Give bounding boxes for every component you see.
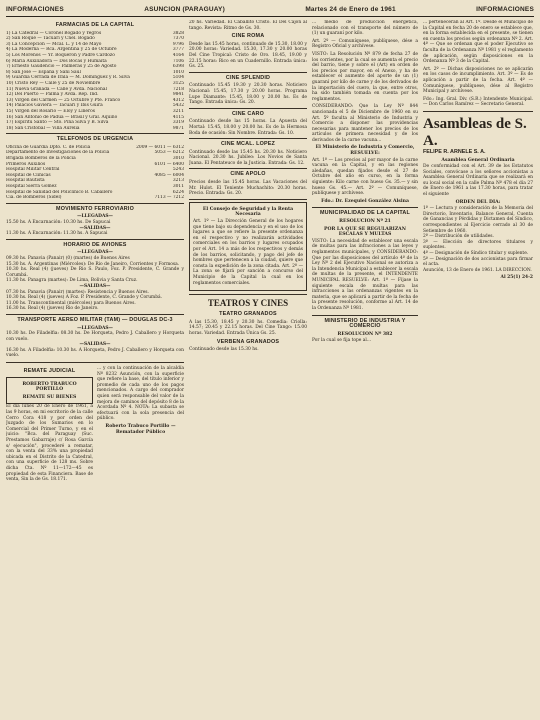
- phone-row-number: 6224: [172, 189, 184, 195]
- divider: [6, 133, 184, 134]
- col3-considerando: CONSIDERANDO: Que la Ley Nº 844 sancionada el 5 de Diciembre de 1960 en su Art. 5º faculta al Ministerio de Industria y Comercio a disponer las providencias necesarias para mantener los precios de los artículos de primera necesidad y de los derivados de la carne vacuna...: [312, 104, 418, 143]
- cine-lopez-body: Continuado desde las 15.45 hs. 20.30 hs. Noticiero Nacional. 20.30 hs. Jubileo: Los Novios de Santa Juana. El Pentateuco de la Justicia. Entrada: Gs. 12.: [189, 149, 307, 166]
- column-3: [312, 20, 418, 712]
- cine-splendid-title: CINE SPLENDID: [225, 74, 271, 81]
- pharmacy-row-name: 17) Espíritu Santo — Sto. Pina Silva y B. Silva: [6, 120, 109, 126]
- header-date: Martes 24 de Enero de 1961: [305, 5, 396, 13]
- phone-row-number: 3010: [172, 156, 184, 162]
- divider: [189, 72, 307, 73]
- flight-line: 11.00 hs. Transcontinental (miércoles) para Buenos Aires.: [6, 300, 136, 306]
- muni-title: MUNICIPALIDAD DE LA CAPITAL: [319, 210, 411, 217]
- tam-line: 10.30 hs. De Filadelfia: 08.30 hs. De Horqueta, Pedro J. Caballero y Horqueta con vuelo.: [6, 331, 184, 342]
- phone-row-name: Hospital Bautista: [6, 178, 45, 184]
- cine-caro-title: CINE CARO: [231, 110, 265, 117]
- order-item: 4º — Designación de Síndico titular y suplente.: [423, 251, 529, 256]
- divider: [423, 111, 533, 112]
- col3-dated: Art. 2º — Comuníquese, publíquese, dése a Registro Oficial y archívese.: [312, 38, 418, 50]
- phone-row: [6, 195, 184, 201]
- advert-ref: Al 25(1) 24-2: [500, 275, 533, 281]
- pharmacy-row-name: 16) San Antonio de Padua — Brasil y Gral. Aquino: [6, 114, 118, 120]
- pharmacy-row-number: 5104: [172, 75, 184, 81]
- auction-sub: REMATE SU BIENES: [22, 394, 77, 400]
- divider: [189, 199, 307, 200]
- pharmacy-row-name: 15) Virgen del Rosario — Eloy y Liñeros: [6, 108, 96, 114]
- pharmacy-row-name: 10) Cristo Rey — Calle y 25 de Noviembre: [6, 80, 101, 86]
- advert-body: De conformidad con el Art. 39 de los Estatutos Sociales, convócase a los señores accionistas a Asamblea General Ordinaria que se realizará en su local social en la calle Palma Nº 478 el día 27 de Enero de 1961 a las 17.30 horas, para tratar el siguiente: [423, 164, 533, 198]
- order-item: 5º — Designación de dos accionistas para firmar el acta.: [423, 256, 533, 268]
- phone-row-name: Cía. de Bomberos (Sidel): [6, 195, 62, 201]
- pharmacy-row-number: 3125: [172, 80, 184, 86]
- cinema-intro: 20 hs. Variedad. El Caballito Cristo. El Del Cajón al tango. Revista: Ritmo de Gs. 30.: [189, 20, 307, 31]
- article-body: Art. 1º — La Dirección General de los hogares que tiene bajo su dependencia y en el uso de los lugares a que se refiere la presente ordenanza en el respectivo y no realizarán actividades comerciales en los barrios y lugares ocupados por el Art. 14 a más de los respectivos y demás de los barrios, solicitando, y pago del jefe de hombres que pertenecen a la ciudad, quiere que consta la expedición de la zona citada. Art. 2º — La zona se fijará por sanción a concurso del Municipio de la Capital la cual en los reglamentos comerciales.: [193, 219, 303, 286]
- pharmacy-row-number: 7370: [172, 36, 184, 42]
- rail-line: 11.30 hs. A Encarnación: 11.30 hs. A Sapucai: [6, 231, 108, 237]
- col3-top: ... medio de producción energética, relacionado con el transporte del número de (1) un guaraní por kilo.: [312, 20, 418, 37]
- pharmacy-row-name: 7) Ernesto Gaudencio — Palmeras y 25 de Agosto: [6, 64, 117, 70]
- col4-top: ... pertenecerán al Art. 1º. Desde el Municipio de la Capital en fecha 20 de enero se establece que, en la forma establecida en el presente, se tienen en cuenta los precios según ordenanza Nº 2. Art. 4º — Que se ordenan que el poder Ejecutivo se faculta de la Ordenanza Nº 1981 y el reglamento de aplicación, según disposiciones en la Ordenanza Nº 3 de la Capital.: [423, 20, 533, 65]
- flight-line: 10.30 hs. Real (4) (jueves) De Rio S. Paulo, Foz. P. Presidente, C. Grande y Corumbá.: [6, 267, 184, 278]
- pharmacy-row-number: 9841: [172, 92, 184, 98]
- column-4: [423, 20, 533, 712]
- phone-row-name: Hospital Sierra Gómez: [6, 184, 57, 190]
- phone-row-name: Brigada Bomberos de la Policía: [6, 156, 76, 162]
- tam-line: 16.30 hs. A Filadelfia: 10.30 hs. A Horqueta, Pedro J. Caballero y Horqueta con vuelo.: [6, 347, 184, 359]
- phone-row-number: 7113 — 7212: [154, 195, 184, 201]
- cine-roma-body: Desde las 15.45 horas, continuado de 15.30, 18.00 y 20.00 horas: Variedad. 15.30, 17.30 y 20.00 horas Del Cine Tropical: Cristo de Oro. 18.45, 19.00 y 22.15 horas: Rico en un Cuadernillo. Entrada única: Gs. 25.: [189, 41, 307, 70]
- phone-row-number: 5243: [172, 167, 184, 173]
- divider: [6, 362, 184, 363]
- divider: [189, 108, 307, 109]
- order-title: ORDEN DEL DIA:: [455, 199, 501, 205]
- pharmacy-row-name: 2) San Roque — Tacuari y Cnel. Bogado: [6, 36, 95, 42]
- col4-signature: Fdo.: Ing. Gral. Div. (S.R.) Intendente Municipal. — Don Carlos Ramírez — Secretario General.: [423, 96, 533, 108]
- pharmacy-row-number: 9871: [172, 125, 184, 131]
- muni-head: POR LA QUE SE REGULARIZAN ESCALAS Y MULTAS: [324, 226, 406, 238]
- pharmacy-row-name: 3) La Concepción — Mcal. L. y 14 de Mayo: [6, 41, 102, 47]
- mic-title: MINISTERIO DE INDUSTRIA Y COMERCIO: [324, 317, 406, 330]
- phone-row-name: Hospital Militar Central: [6, 167, 60, 173]
- header-center: ASUNCION (PARAGUAY): [144, 5, 225, 13]
- pharmacy-row-number: 5432: [172, 103, 184, 109]
- pharmacy-row-number: 4312: [172, 97, 184, 103]
- pharmacy-row-name: 11) Nueva Granada — Calle y Avda. Nacional: [6, 86, 107, 92]
- running-header: [6, 4, 534, 17]
- divider: [189, 138, 307, 139]
- pharmacy-row-number: 3211: [172, 108, 184, 114]
- header-left: INFORMACIONES: [6, 5, 64, 13]
- col3-resolve-title: El Ministerio de Industria y Comercio, RESUELVE:: [315, 145, 415, 157]
- flight-line: 10.30 hs. Real (4) (jueves) A Foz. P. Presidente, C. Grande y Corumbá.: [6, 295, 163, 301]
- pharmacy-row-name: 1) La Catedral — Coronel Bogado y Yegros: [6, 30, 102, 36]
- order-list: [423, 206, 533, 268]
- phone-row-number: 3011: [172, 184, 184, 190]
- phones-title: TELEFONOS DE URGENCIA: [56, 136, 134, 143]
- rail-title: MOVIMIENTO FERROVIARIO: [56, 205, 134, 212]
- mic-body: Por la cual se fija tope al...: [312, 338, 372, 344]
- pharmacy-row: [6, 126, 184, 132]
- col4-middle: Art. 2º — Dichas disposiciones no se aplicarán en los casos de incumplimiento. Art. 3º — Es de aplicación a partir de la fecha. Art. 4º — Comuníquese, publíquese, dése al Registro Municipal y archívese.: [423, 66, 533, 95]
- pharmacy-row-name: 13) Virgen del Carmen — 25 Octubre y Pte. Franco: [6, 97, 121, 103]
- article-title: El Consejo de Seguridad y la Renta Necesaria: [202, 206, 294, 218]
- divider: [6, 314, 184, 315]
- tam-line: —SALIDAS—: [79, 342, 111, 348]
- cine-lopez-title: CINE MCAL. LOPEZ: [220, 141, 276, 148]
- order-item: 3º — Elección de directores titulares y suplentes.: [423, 239, 533, 251]
- verbena-title: VERBENA GRANADOS: [216, 338, 280, 345]
- air-title: HORARIO DE AVIONES: [63, 241, 127, 248]
- divider: [189, 168, 307, 169]
- phone-row-number: 2009 — 6011 — 6312: [136, 144, 184, 150]
- muni-sub: RESOLUCION Nº 21: [339, 219, 391, 224]
- divider: [6, 203, 184, 204]
- divider: [312, 207, 418, 208]
- pharmacy-row-name: 6) Maria Auxiliadora — Dos Bocas y Humaitá: [6, 58, 107, 64]
- pharmacy-row-number: 4164: [172, 52, 184, 58]
- theatre-granados-title: TEATRO GRANADOS: [219, 311, 277, 318]
- advert-closing: Asunción, 13 de Enero de 1961. LA DIRECCION.: [423, 267, 532, 273]
- pharmacy-row-number: 3828: [172, 30, 184, 36]
- col3-signature: Fdo.: Dr. Ezequiel González Alsina: [321, 198, 409, 204]
- advert-subtitle: Asamblea General Ordinaria: [441, 157, 515, 163]
- rail-line: 15.50 hs. A Encarnación: 10.30 hs. De Sapucai: [6, 220, 111, 225]
- rail-list: [6, 214, 184, 236]
- verbena-body: Continuado desde las 15.30 hs.: [189, 347, 259, 353]
- flight-line: —LLEGADAS—: [77, 250, 113, 256]
- header-right: INFORMACIONES: [476, 5, 534, 13]
- pharmacy-row-number: 3319: [172, 120, 184, 126]
- pharmacy-row-number: 3777: [172, 47, 184, 53]
- advert-company: FELIPE R. ARNELE S. A.: [423, 148, 486, 155]
- pharmacy-row-name: 8) San José — España y Sani Saul: [6, 69, 81, 75]
- pharmacy-list: [6, 31, 184, 132]
- auction-continued: ... y con la continuación de la alcaldía Nº 8232 Asunción, con la superficie que refiere la base, del título inferior y promedio de cada uno de los pagos mencionados. A cargo del comprador quien será responsable del valor de la mejora de caminos del depósito 8 de la Acordada Nº 4. NOTA: La subasta se efectuará con la sola presencia del público.: [97, 366, 184, 422]
- pharmacy-row-name: 5) Los Morenos — Yr. Boquerón y Padre Cardozo: [6, 52, 115, 58]
- pharmacy-row-name: 4) La Moderna — Rca. Argentina y 25 de Octubre: [6, 47, 117, 53]
- phone-row-name: Oficina de Guardia Dpto. C. de Policía: [6, 144, 91, 150]
- flight-line: 07.30 hs. Panavia (Panair) (martes): Resistencia y Buenos Aires.: [6, 289, 149, 295]
- muni-body: VISTO: La necesidad de establecer una escala de multas para las infracciones a las leyes y reglamentos municipales, y CONSIDERANDO: Que por las disposiciones del artículo 4º de la Ley Nº 2 del Ejecutivo Nacional se autoriza a la Intendencia Municipal a establecer la escala de multas de la presente, el INTENDENTE MUNICIPAL RESUELVE: Art. 1º — Fíjase la siguiente escala de multas para las infracciones a las ordenanzas vigentes en la materia, que se aplicará a partir de la fecha de la presente resolución, conforme al Art. 14 de la Ordenanza Nº 1981.: [312, 238, 418, 311]
- phone-row-name: Hospital de Sanidad del Policlínico B. Caballero: [6, 189, 113, 195]
- rail-line: —LLEGADAS—: [77, 214, 113, 220]
- remate-right: [97, 366, 184, 485]
- auctioneer-box: [6, 377, 93, 405]
- advert-title: Asambleas de S. A.: [423, 115, 527, 149]
- mic-sub: RESOLUCION Nº 382: [337, 331, 393, 337]
- column-1: [6, 20, 184, 712]
- pharmacy-row-name: 18) San Cristóbal — Villa Aurelia: [6, 125, 80, 131]
- tam-list: [6, 326, 184, 360]
- pharmacy-row-number: 4115: [172, 114, 184, 120]
- col3-resolve-body: Art. 1º — Los precios al por mayor de la carne vacuna en la Capital, y en las regiones aledañas, quedan fijados desde el 27 de Octubre del año en curso, en la forma siguiente: Kilo carne con hueso Gs. 35.— y sin hueso Gs. 45.— Art. 2º — Comuníquese, publíquese y archívese.: [312, 157, 418, 197]
- remate-section: [6, 366, 184, 485]
- flight-line: 11.30 hs. Panagra (martes): De Lima, Bolivia y Santa Cruz.: [6, 278, 138, 284]
- cine-splendid-body: Continuado 15.45 19.30 y 20.30 horas. Noticiero Nacional: 15.45, 17.30 y 20.00 horas. Programa Lupe Diamante: 15.45, 18.00 y 20.00 hs. Es de Tango. Entrada única: Gs. 20.: [189, 83, 307, 106]
- pharmacy-row-name: 12) Del Puerto — Palma y Avda. Rep. Ind.: [6, 92, 99, 98]
- flight-line: 09.30 hs. Panavia (Panair) (0) (martes) de Buenos Aires: [6, 255, 130, 261]
- pharmacy-row-number: 6398: [172, 64, 184, 70]
- flight-line: 15.30 hs. A. Argentinas (Miércoles): De Rio de Janeiro, Corrientes y Formosa.: [6, 261, 180, 267]
- theatres-title: TEATROS Y CINES: [207, 298, 289, 309]
- tam-title: TRANSPORTE AEREO MILITAR (TAM) — DOUGLAS DC-3: [17, 316, 173, 323]
- order-item: 1º — Lectura y consideración de la Memoria del Directorio, Inventario, Balance General, Cuenta de Ganancias y Pérdidas y Dictamen del Síndico, correspondientes al Ejercicio cerrado al 30 de Setiembre de 1960.: [423, 206, 533, 234]
- theatre-granados-body: A las 15.30, 18.45 y 20.30 hs. Comedia: Criolla: 14.57; 20.45 y 22.15 horas. Del Cine Tango: 15.00 horas. Variedad. Entrada Única Gs. 25.: [189, 319, 307, 336]
- pharmacy-row-name: 14) Palacios Gaviera — Tacuari y Ibis Guirá: [6, 103, 103, 109]
- phone-row-number: 3213: [172, 178, 184, 184]
- phone-row-number: 5053 — 6212: [154, 150, 184, 156]
- auctioneer-name: ROBERTO TRABUCO PORTILLO: [22, 381, 77, 393]
- divider: [189, 294, 307, 295]
- cine-apolo-body: Precios desde las 15.45 horas. Las Vacaciones del Mr. Hulot. El Teniente Muchachito: 20.30 horas. Precio. Entrada: Gs. 20.: [189, 180, 307, 197]
- divider: [312, 315, 418, 316]
- pharmacy-row-number: 7218: [172, 86, 184, 92]
- auction-body: El día lunes 20 de Enero de 1961, a las 9 horas, en mi escritorio de la calle Cerro Cora 418 y por orden del Juzgado de los Sumarios en lo Comercial del Primer Turno, y en el juicio: "Bca. del Paraguay (Suc. Prestamos Gabarraje) c/ Rosa García s/ ejecución", procederé a rematar, con la venta del 33% una propiedad ubicada en el Distrito de la Catedral, con una superficie de 128 ms. Sobre dicha Cta. Nº 11—172—45 es propiedad de esta Financiera. Base de venta, Sin la de Gs. 18.171.: [6, 404, 93, 483]
- flight-line: 16.30 hs. Real (4) (jueves) Rio de Janeiro.: [6, 306, 99, 312]
- remate-title: REMATE JUDICIAL: [23, 368, 76, 375]
- pharmacy-row-number: 7106: [172, 58, 184, 64]
- cine-caro-body: Continuado desde las 15 horas. La Apuesta del Mortal: 15.45, 18.00 y 20.00 hs. Es de la Hermosa Boda de ocasión: Sin Nombre. Entrada: Gs. 10.: [189, 119, 307, 136]
- auction-signature: Roberto Trabuco Portillo — Rematador Público: [105, 424, 176, 435]
- pharmacy-title: FARMACIAS DE LA CAPITAL: [55, 22, 135, 28]
- air-list: [6, 250, 184, 312]
- pharmacy-row-name: 9) Guardia Cerrada de Irala — M. Domínguez y R. Silva: [6, 75, 130, 81]
- divider: [6, 239, 184, 240]
- phone-row-name: Primeros Auxilios: [6, 161, 46, 167]
- remate-left: [6, 366, 93, 485]
- phone-row-name: Departamento de Investigaciones de la Policía: [6, 150, 110, 156]
- pharmacy-row-number: 1010: [172, 69, 184, 75]
- cine-apolo-title: CINE APOLO: [230, 171, 266, 178]
- phone-row-number: 6101 — 6400: [154, 161, 184, 167]
- article-box: [189, 202, 307, 291]
- cine-roma-title: CINE ROMA: [231, 33, 265, 40]
- order-item: 2º — Distribución de utilidades.: [423, 234, 494, 240]
- phone-row-name: Hospital de Clínicas: [6, 172, 51, 178]
- flight-line: —SALIDAS—: [79, 283, 111, 289]
- column-2: [189, 20, 307, 712]
- columns: [6, 20, 534, 712]
- pharmacy-row-number: 9796: [172, 41, 184, 47]
- phone-list: [6, 145, 184, 201]
- tam-line: —LLEGADAS—: [77, 325, 113, 331]
- col3-vistos: VISTO: La Resolución Nº 879 de fecha 27 de los corrientes, por la cual se aumenta el precio del barrio, tiene y sobre el (Art) en orden de los precios por mayor, en el Anexo, y ha de establecer el aumento del aporte de un (1) guaraní por kilo de carne y de los derivados de la importación del cuero, la que, entre otros, ha sido también tomada en cuenta por los reglamentos.: [312, 51, 418, 102]
- phone-row-number: 4085 — 6004: [154, 172, 184, 178]
- rail-line: —SALIDAS—: [79, 225, 111, 231]
